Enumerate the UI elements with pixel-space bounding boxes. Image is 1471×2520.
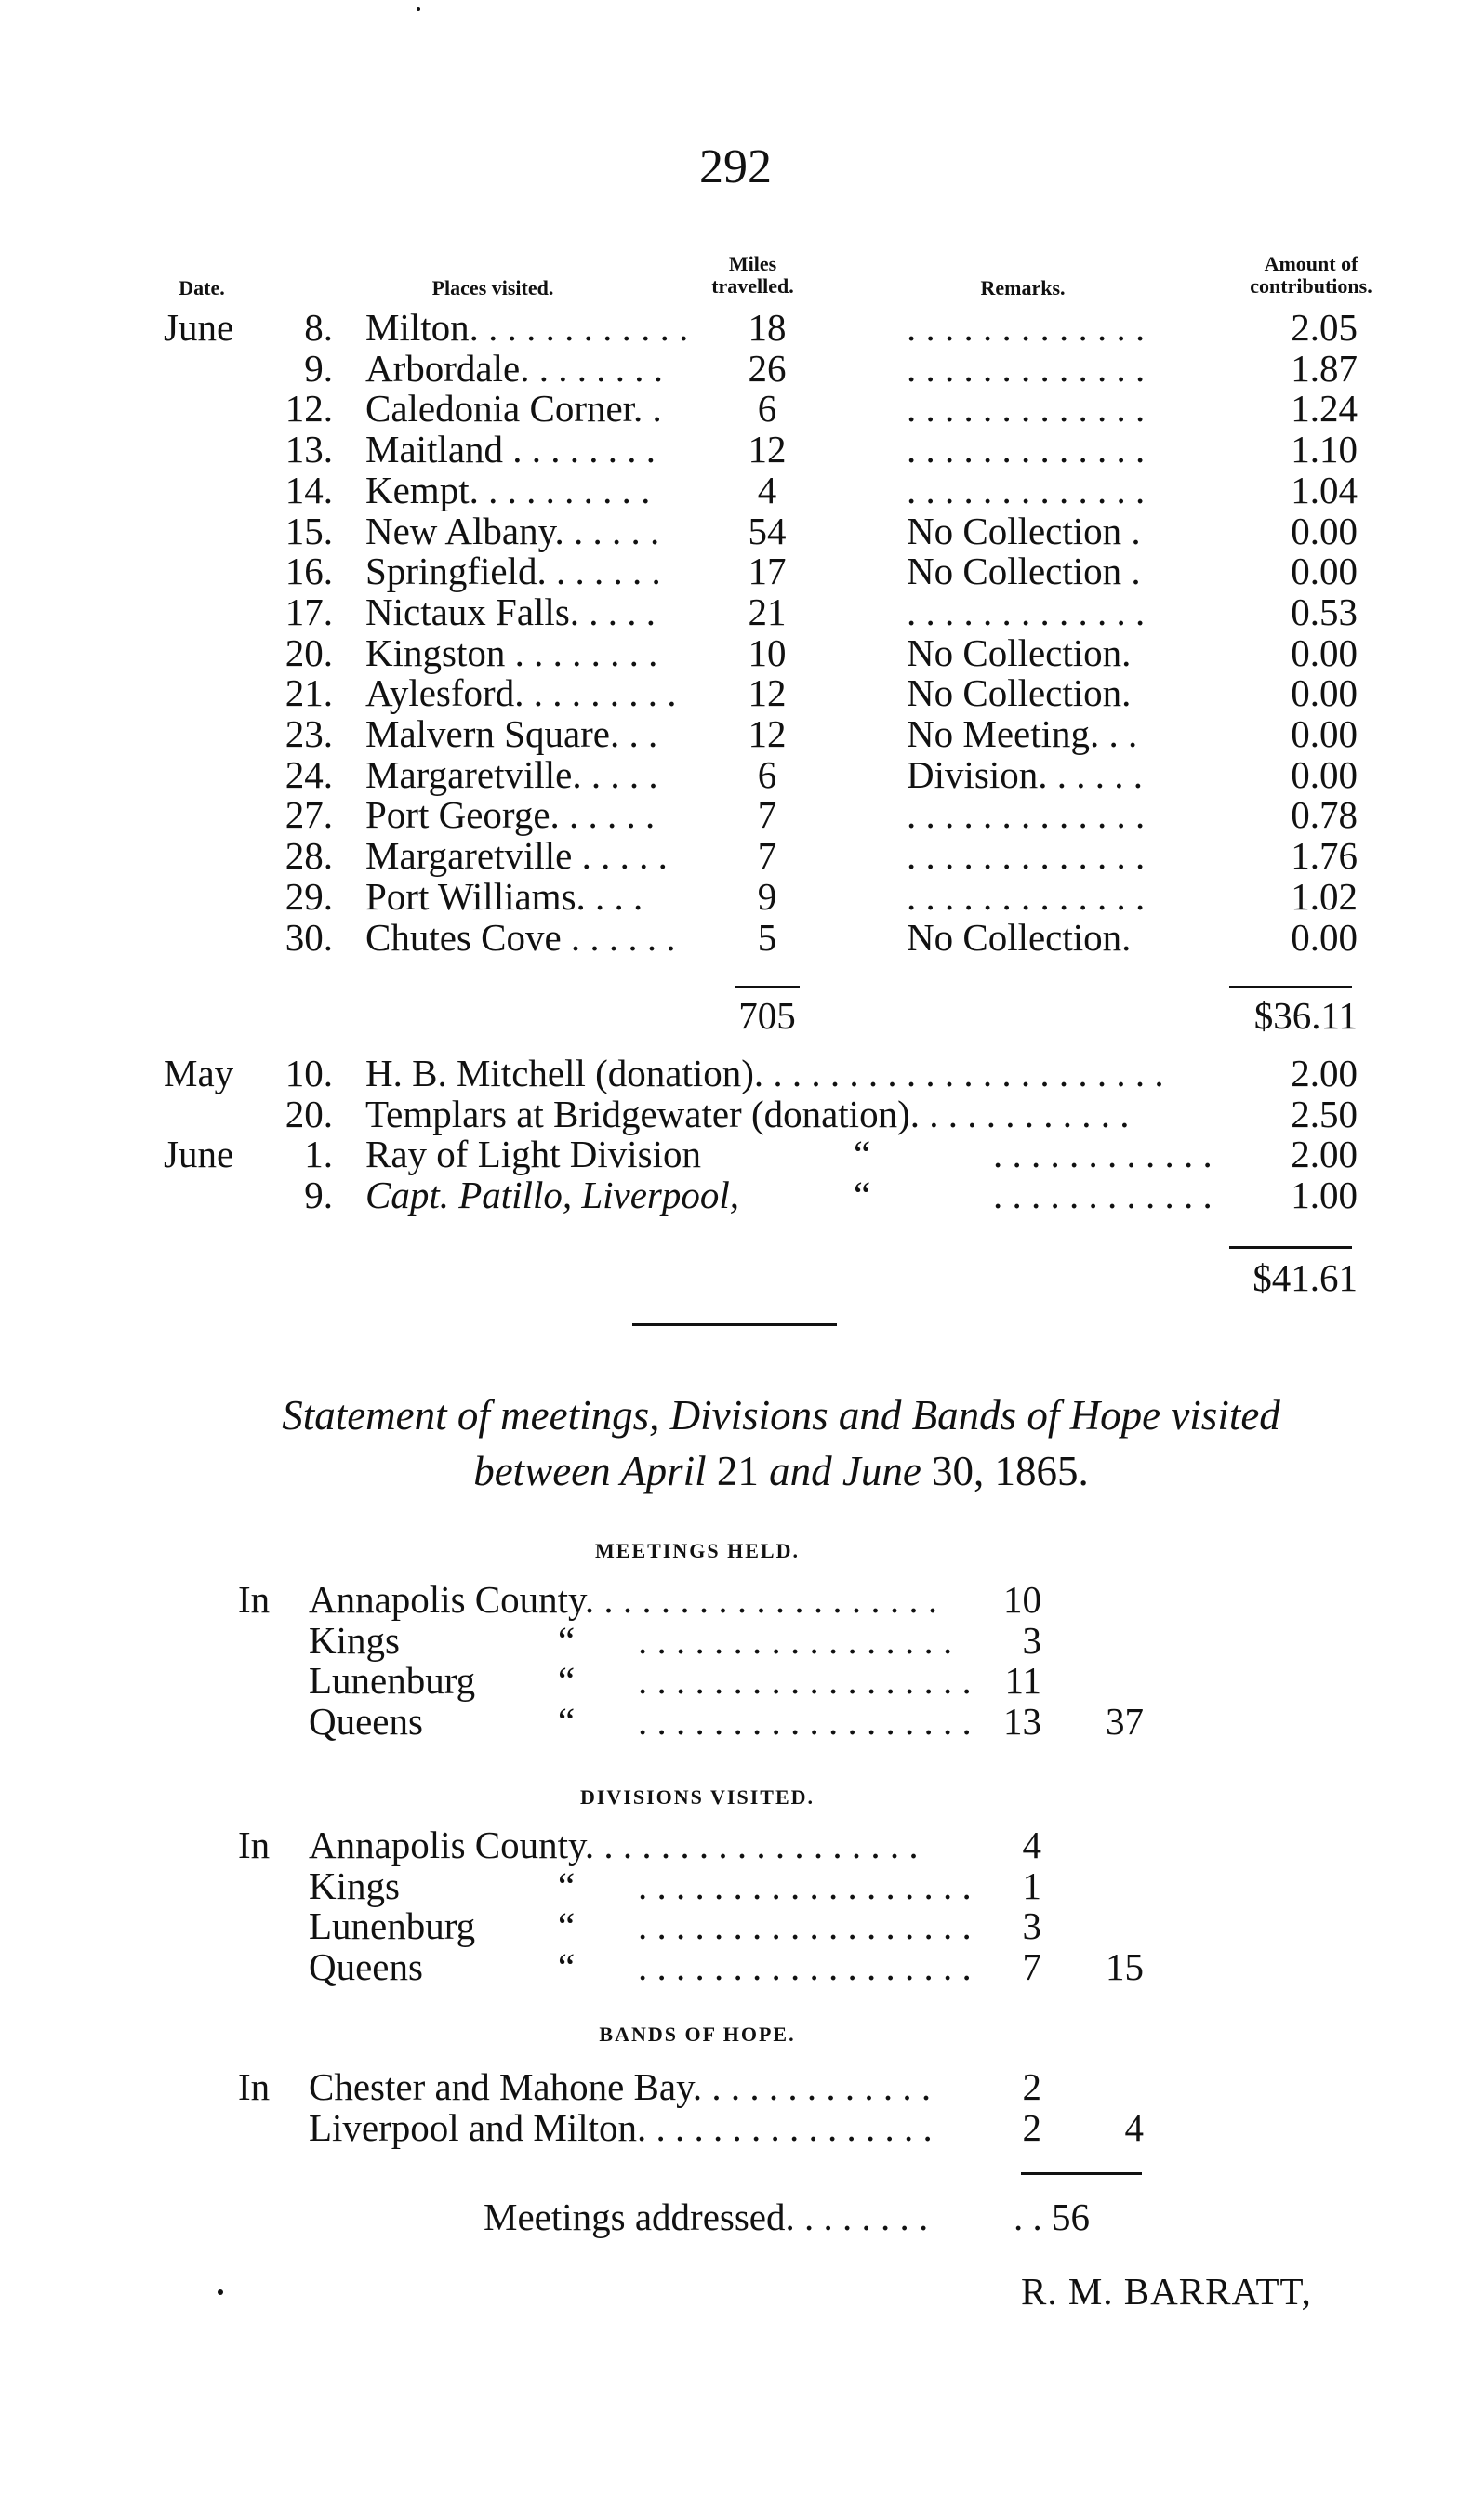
row-amount: 1.02	[1291, 875, 1358, 918]
row-place: Maitland . . . . . . . .	[365, 428, 656, 471]
page-number: 292	[699, 140, 772, 193]
row-place: Springfield. . . . . . .	[365, 550, 661, 592]
row-month: June	[164, 306, 234, 349]
row-miles: 9	[757, 875, 777, 918]
ditto-mark: “	[558, 1864, 576, 1907]
row-miles: 54	[748, 510, 787, 552]
summary-prefix: In	[238, 1824, 271, 1866]
row-amount: 1.24	[1291, 387, 1358, 430]
row-miles: 10	[748, 631, 787, 674]
row-place: Chutes Cove . . . . . .	[365, 916, 676, 959]
summary-prefix: In	[238, 1578, 271, 1621]
ditto-mark: “	[558, 1904, 576, 1947]
grand-total: $41.61	[1252, 1256, 1358, 1299]
donation-day: 1.	[304, 1133, 333, 1175]
row-miles: 21	[748, 590, 787, 633]
donation-day: 20.	[285, 1093, 333, 1135]
row-amount: 0.00	[1291, 550, 1358, 592]
meetings-addressed-label: Meetings addressed. . . . . . . .	[484, 2195, 929, 2238]
donation-dots: . . . . . . . . . . . .	[993, 1133, 1213, 1175]
row-miles: 7	[757, 793, 777, 836]
row-day: 30.	[285, 916, 333, 959]
row-remarks: No Meeting. . .	[907, 712, 1138, 755]
header-places: Places visited.	[431, 276, 554, 299]
summary-value: 11	[1004, 1659, 1041, 1702]
donation-dots: . . . . . . . . . . . .	[993, 1174, 1213, 1216]
summary-dots: . . . . . . . . . . . . . . . . . .	[638, 1904, 972, 1947]
summary-name: Kings	[309, 1864, 400, 1907]
row-place: Kingston . . . . . . . .	[365, 631, 658, 674]
row-place: Margaretville . . . . .	[365, 834, 668, 877]
donation-amount: 2.00	[1291, 1133, 1358, 1175]
row-amount: 1.87	[1291, 347, 1358, 390]
row-amount: 0.00	[1291, 916, 1358, 959]
donation-amount: 2.00	[1291, 1052, 1358, 1094]
ditto-mark: “	[558, 1700, 576, 1743]
row-remarks: . . . . . . . . . . . . .	[907, 387, 1146, 430]
donation-month: June	[164, 1133, 234, 1175]
ditto-mark: “	[558, 1945, 576, 1988]
statement-between: between April	[473, 1448, 707, 1494]
summary-value: 4	[1022, 1824, 1041, 1866]
header-remarks: Remarks.	[980, 276, 1066, 299]
ink-speck	[417, 7, 420, 11]
row-remarks: . . . . . . . . . . . . .	[907, 590, 1146, 633]
summary-total: 4	[1124, 2106, 1144, 2149]
donation-amount: 1.00	[1291, 1174, 1358, 1216]
row-remarks: . . . . . . . . . . . . .	[907, 875, 1146, 918]
row-place: Port George. . . . . .	[365, 793, 656, 836]
summary-total: 37	[1106, 1700, 1144, 1743]
row-day: 17.	[285, 590, 333, 633]
row-place: Caledonia Corner. .	[365, 387, 662, 430]
header-miles: Miles travelled.	[711, 252, 794, 298]
row-miles: 17	[748, 550, 787, 592]
row-place: Nictaux Falls. . . . .	[365, 590, 656, 633]
grand-total-rule	[1229, 1246, 1352, 1249]
row-day: 8.	[304, 306, 333, 349]
bands-heading: BANDS OF HOPE.	[599, 2023, 796, 2046]
row-remarks: . . . . . . . . . . . . .	[907, 834, 1146, 877]
row-remarks: . . . . . . . . . . . . .	[907, 469, 1146, 511]
meetings-heading: MEETINGS HELD.	[595, 1539, 800, 1562]
statement-and-june: and June	[769, 1448, 921, 1494]
donation-day: 10.	[285, 1052, 333, 1094]
row-remarks: . . . . . . . . . . . . .	[907, 793, 1146, 836]
summary-name: Chester and Mahone Bay. . . . . . . . . . . . .	[309, 2065, 932, 2108]
row-miles: 7	[757, 834, 777, 877]
row-miles: 12	[748, 428, 787, 471]
row-amount: 1.04	[1291, 469, 1358, 511]
summary-name: Queens	[309, 1945, 423, 1988]
signature: R. M. BARRATT,	[1021, 2270, 1312, 2313]
summary-name: Liverpool and Milton. . . . . . . . . . . . . . . .	[309, 2106, 933, 2149]
summary-dots: . . . . . . . . . . . . . . . . .	[638, 1619, 953, 1662]
row-day: 20.	[285, 631, 333, 674]
ditto-mark: “	[854, 1174, 871, 1216]
total-miles: 705	[738, 994, 796, 1037]
row-day: 24.	[285, 753, 333, 796]
summary-name: Kings	[309, 1619, 400, 1662]
row-remarks: . . . . . . . . . . . . .	[907, 428, 1146, 471]
summary-value: 3	[1022, 1904, 1041, 1947]
summary-name: Annapolis County. . . . . . . . . . . . . . . . . . .	[309, 1578, 938, 1621]
summary-value: 13	[1003, 1700, 1041, 1743]
row-remarks: No Collection.	[907, 916, 1132, 959]
summary-prefix: In	[238, 2065, 271, 2108]
row-day: 14.	[285, 469, 333, 511]
statement-line-1: Statement of meetings, Divisions and Bands of Hope visited	[282, 1392, 1280, 1439]
summary-dots: . . . . . . . . . . . . . . . . . .	[638, 1945, 972, 1988]
row-place: Margaretville. . . . .	[365, 753, 658, 796]
row-miles: 5	[757, 916, 777, 959]
row-place: Milton. . . . . . . . . . . .	[365, 306, 689, 349]
row-miles: 12	[748, 712, 787, 755]
bands-total-rule	[1021, 2172, 1142, 2175]
row-day: 21.	[285, 671, 333, 714]
summary-name: Lunenburg	[309, 1904, 476, 1947]
row-miles: 4	[757, 469, 777, 511]
miles-rule	[735, 986, 800, 988]
summary-name: Lunenburg	[309, 1659, 476, 1702]
row-place: Port Williams. . . .	[365, 875, 643, 918]
row-place: Malvern Square. . .	[365, 712, 658, 755]
donation-amount: 2.50	[1291, 1093, 1358, 1135]
row-day: 16.	[285, 550, 333, 592]
summary-value: 2	[1022, 2065, 1041, 2108]
donation-text: Ray of Light Division	[365, 1133, 702, 1175]
row-day: 13.	[285, 428, 333, 471]
row-place: Kempt. . . . . . . . . .	[365, 469, 651, 511]
row-remarks: No Collection .	[907, 550, 1141, 592]
row-day: 29.	[285, 875, 333, 918]
summary-value: 3	[1022, 1619, 1041, 1662]
row-miles: 12	[748, 671, 787, 714]
row-amount: 0.00	[1291, 631, 1358, 674]
summary-value: 10	[1003, 1578, 1041, 1621]
subtotal-amount: $36.11	[1253, 994, 1358, 1037]
row-day: 23.	[285, 712, 333, 755]
section-divider	[632, 1323, 837, 1326]
summary-name: Annapolis County. . . . . . . . . . . . . . . . . .	[309, 1824, 919, 1866]
row-amount: 0.00	[1291, 510, 1358, 552]
donation-text: Capt. Patillo, Liverpool,	[365, 1174, 740, 1216]
summary-dots: . . . . . . . . . . . . . . . . . .	[638, 1700, 972, 1743]
summary-dots: . . . . . . . . . . . . . . . . . .	[638, 1864, 972, 1907]
ditto-mark: “	[854, 1133, 871, 1175]
donation-text: H. B. Mitchell (donation). . . . . . . . . . . . . . . . . . . . . .	[365, 1052, 1164, 1094]
summary-value: 2	[1022, 2106, 1041, 2149]
row-amount: 2.05	[1291, 306, 1358, 349]
row-amount: 1.10	[1291, 428, 1358, 471]
summary-value: 7	[1022, 1945, 1041, 1988]
row-day: 9.	[304, 347, 333, 390]
summary-total: 15	[1106, 1945, 1144, 1988]
row-day: 28.	[285, 834, 333, 877]
summary-dots: . . . . . . . . . . . . . . . . . .	[638, 1659, 972, 1702]
row-remarks: . . . . . . . . . . . . .	[907, 306, 1146, 349]
ink-speck	[218, 2289, 223, 2295]
row-miles: 6	[757, 753, 777, 796]
statement-day-1: 21	[706, 1448, 770, 1494]
row-amount: 0.00	[1291, 671, 1358, 714]
row-day: 15.	[285, 510, 333, 552]
row-amount: 1.76	[1291, 834, 1358, 877]
divisions-heading: DIVISIONS VISITED.	[579, 1785, 815, 1809]
ditto-mark: “	[558, 1619, 576, 1662]
row-miles: 18	[748, 306, 787, 349]
statement-date-end: 30, 1865.	[921, 1448, 1089, 1494]
row-amount: 0.53	[1291, 590, 1358, 633]
summary-name: Queens	[309, 1700, 423, 1743]
ditto-mark: “	[558, 1659, 576, 1702]
summary-value: 1	[1022, 1864, 1041, 1907]
row-miles: 26	[748, 347, 787, 390]
donation-day: 9.	[304, 1174, 333, 1216]
row-amount: 0.00	[1291, 753, 1358, 796]
row-day: 27.	[285, 793, 333, 836]
row-amount: 0.00	[1291, 712, 1358, 755]
amount-rule	[1229, 986, 1352, 988]
row-remarks: No Collection.	[907, 631, 1132, 674]
header-amount: Amount of contributions.	[1250, 252, 1372, 298]
row-remarks: No Collection .	[907, 510, 1141, 552]
donation-month: May	[164, 1052, 234, 1094]
row-place: New Albany. . . . . .	[365, 510, 660, 552]
row-amount: 0.78	[1291, 793, 1358, 836]
donation-text: Templars at Bridgewater (donation). . . . . . . . . . . .	[365, 1093, 1130, 1135]
meetings-addressed-value: . . 56	[1014, 2195, 1090, 2238]
statement-line-2	[139, 1448, 1423, 1494]
row-remarks: . . . . . . . . . . . . .	[907, 347, 1146, 390]
row-place: Arbordale. . . . . . . .	[365, 347, 663, 390]
header-date: Date.	[179, 276, 225, 299]
row-remarks: Division. . . . . .	[907, 753, 1143, 796]
row-place: Aylesford. . . . . . . . .	[365, 671, 677, 714]
row-miles: 6	[757, 387, 777, 430]
row-remarks: No Collection.	[907, 671, 1132, 714]
row-day: 12.	[285, 387, 333, 430]
